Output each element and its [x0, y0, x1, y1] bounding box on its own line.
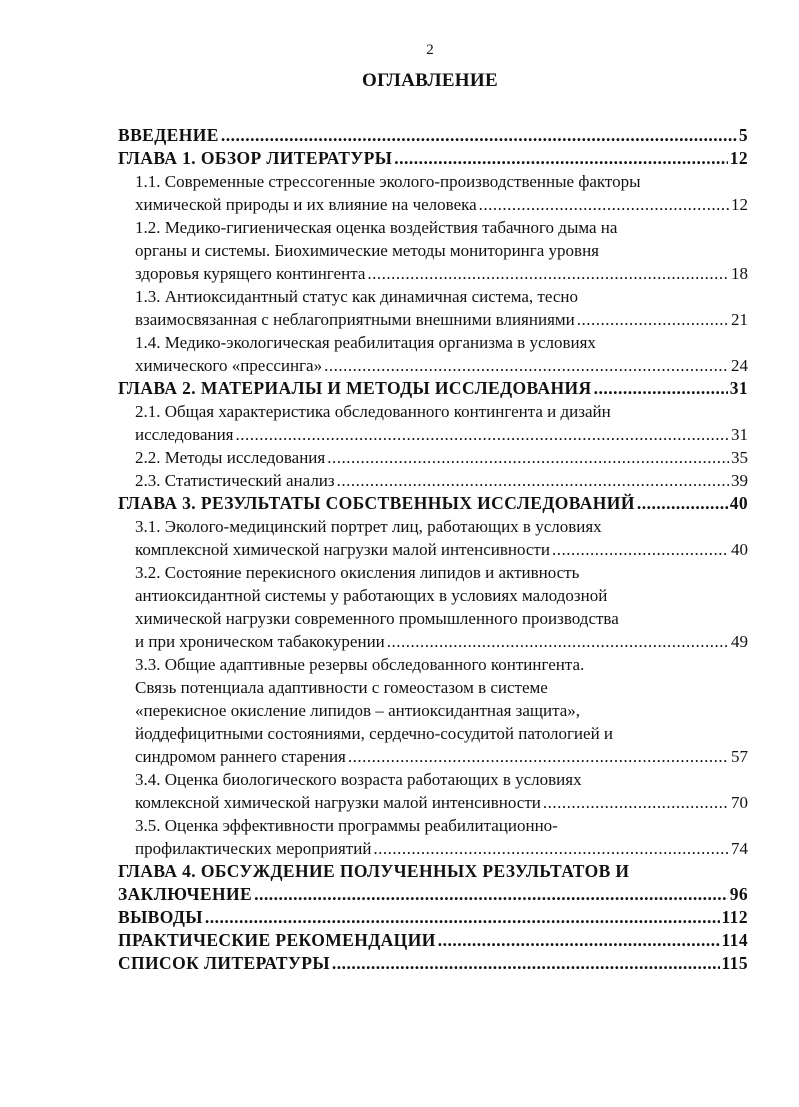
toc-entry-text: химической нагрузки современного промышленного производства — [135, 609, 619, 628]
toc-entry-text: комлексной химической нагрузки малой интенсивности — [135, 793, 541, 812]
toc-entry — [118, 216, 748, 285]
dot-leader — [205, 906, 720, 929]
dot-leader — [324, 354, 729, 377]
dot-leader — [594, 377, 728, 400]
dot-leader — [236, 423, 729, 446]
toc-entry-text: 2.1. Общая характеристика обследованного контингента и дизайн — [135, 402, 611, 421]
toc-entry-text: 1.3. Антиоксидантный статус как динамичная система, тесно — [135, 287, 578, 306]
toc-entry-text: 3.1. Эколого-медицинский портрет лиц, работающих в условиях — [135, 517, 602, 536]
toc-line — [118, 791, 748, 814]
toc-line — [118, 423, 748, 446]
toc-line — [118, 446, 748, 469]
toc-entry — [118, 906, 748, 929]
toc-page-number: 5 — [738, 125, 748, 145]
toc-line — [118, 952, 748, 975]
toc-line — [118, 285, 748, 308]
toc-entry-text: органы и системы. Биохимические методы мониторинга уровня — [135, 241, 599, 260]
page-number: 2 — [426, 42, 434, 58]
toc-line — [118, 676, 748, 699]
dot-leader — [373, 837, 729, 860]
toc-line — [118, 170, 748, 193]
toc-entry-text: ВЫВОДЫ — [118, 907, 203, 927]
toc-entry-text: 1.1. Современные стрессогенные эколого-производственные факторы — [135, 172, 641, 191]
toc-entry-text: СПИСОК ЛИТЕРАТУРЫ — [118, 953, 330, 973]
toc-page-number: 31 — [731, 425, 748, 444]
toc-line — [118, 331, 748, 354]
table-of-contents — [118, 124, 748, 975]
toc-page-number: 40 — [729, 493, 748, 513]
toc-line — [118, 906, 748, 929]
dot-leader — [543, 791, 729, 814]
toc-entry — [118, 124, 748, 147]
toc-line — [118, 492, 748, 515]
toc-line — [118, 607, 748, 630]
toc-page-number: 96 — [729, 884, 748, 904]
dot-leader — [387, 630, 729, 653]
toc-entry-text: 3.4. Оценка биологического возраста работающих в условиях — [135, 770, 582, 789]
toc-line — [118, 837, 748, 860]
toc-entry-text: 1.2. Медико-гигиеническая оценка воздействия табачного дыма на — [135, 218, 618, 237]
dot-leader — [254, 883, 728, 906]
toc-line — [118, 147, 748, 170]
toc-line — [118, 745, 748, 768]
toc-line — [118, 768, 748, 791]
toc-line — [118, 860, 748, 883]
toc-entry-text: 3.3. Общие адаптивные резервы обследованного контингента. — [135, 655, 585, 674]
toc-page-number: 35 — [731, 448, 748, 467]
toc-entry — [118, 446, 748, 469]
toc-page-number: 39 — [731, 471, 748, 490]
toc-line — [118, 584, 748, 607]
toc-line — [118, 308, 748, 331]
dot-leader — [438, 929, 720, 952]
toc-page-number: 49 — [731, 632, 748, 651]
dot-leader — [348, 745, 729, 768]
toc-entry-text: исследования — [135, 425, 234, 444]
toc-entry — [118, 653, 748, 768]
toc-entry-text: синдромом раннего старения — [135, 747, 346, 766]
toc-entry — [118, 952, 748, 975]
toc-entry — [118, 768, 748, 814]
toc-page-number: 12 — [731, 195, 748, 214]
toc-line — [118, 262, 748, 285]
toc-entry — [118, 515, 748, 561]
toc-line — [118, 469, 748, 492]
toc-entry-text: Связь потенциала адаптивности с гомеостазом в системе — [135, 678, 548, 697]
toc-line — [118, 814, 748, 837]
toc-page-number: 114 — [721, 930, 748, 950]
toc-entry-text: и при хроническом табакокурении — [135, 632, 385, 651]
toc-entry-text: 2.3. Статистический анализ — [135, 471, 335, 490]
toc-line — [118, 400, 748, 423]
toc-entry-text: ПРАКТИЧЕСКИЕ РЕКОМЕНДАЦИИ — [118, 930, 436, 950]
toc-entry — [118, 492, 748, 515]
dot-leader — [221, 124, 737, 147]
toc-line — [118, 193, 748, 216]
toc-page-number: 18 — [731, 264, 748, 283]
toc-line — [118, 239, 748, 262]
toc-line — [118, 216, 748, 239]
toc-page-number: 115 — [721, 953, 748, 973]
page-title: ОГЛАВЛЕНИЕ — [362, 70, 498, 91]
toc-entry-text: профилактических мероприятий — [135, 839, 372, 858]
toc-entry-text: ГЛАВА 3. РЕЗУЛЬТАТЫ СОБСТВЕННЫХ ИССЛЕДОВАНИЙ — [118, 493, 635, 513]
toc-entry-text: комплексной химической нагрузки малой интенсивности — [135, 540, 550, 559]
dot-leader — [552, 538, 729, 561]
toc-entry-text: ВВЕДЕНИЕ — [118, 125, 219, 145]
toc-entry — [118, 469, 748, 492]
dot-leader — [332, 952, 720, 975]
toc-entry — [118, 814, 748, 860]
toc-entry — [118, 860, 748, 906]
toc-line — [118, 929, 748, 952]
toc-line — [118, 653, 748, 676]
toc-entry-text: йоддефицитными состояниями, сердечно-сосудитой патологией и — [135, 724, 614, 743]
toc-entry-text: ГЛАВА 2. МАТЕРИАЛЫ И МЕТОДЫ ИССЛЕДОВАНИЯ — [118, 378, 592, 398]
toc-line — [118, 561, 748, 584]
toc-entry — [118, 929, 748, 952]
toc-line — [118, 377, 748, 400]
dot-leader — [394, 147, 727, 170]
toc-page-number: 74 — [731, 839, 748, 858]
toc-line — [118, 515, 748, 538]
toc-line — [118, 124, 748, 147]
toc-entry — [118, 331, 748, 377]
dot-leader — [637, 492, 728, 515]
toc-line — [118, 883, 748, 906]
toc-entry-text: 3.2. Состояние перекисного окисления липидов и активность — [135, 563, 580, 582]
toc-page-number: 12 — [729, 148, 748, 168]
toc-line — [118, 630, 748, 653]
toc-entry-text: взаимосвязанная с неблагоприятными внешними влияниями — [135, 310, 575, 329]
toc-entry — [118, 170, 748, 216]
toc-entry-text: ГЛАВА 1. ОБЗОР ЛИТЕРАТУРЫ — [118, 148, 393, 168]
toc-line — [118, 538, 748, 561]
toc-entry-text: 2.2. Методы исследования — [135, 448, 326, 467]
toc-line — [118, 354, 748, 377]
toc-entry-text: ЗАКЛЮЧЕНИЕ — [118, 884, 253, 904]
dot-leader — [577, 308, 729, 331]
toc-page-number: 24 — [731, 356, 748, 375]
toc-entry-text: химического «прессинга» — [135, 356, 323, 375]
toc-page-number: 70 — [731, 793, 748, 812]
toc-entry — [118, 561, 748, 653]
dot-leader — [479, 193, 729, 216]
toc-page-number: 112 — [721, 907, 748, 927]
toc-entry-text: «перекисное окисление липидов – антиоксидантная защита», — [135, 701, 581, 720]
toc-entry-text: химической природы и их влияние на человека — [135, 195, 477, 214]
toc-entry-text: здоровья курящего контингента — [135, 264, 366, 283]
toc-line — [118, 722, 748, 745]
toc-entry-text: 1.4. Медико-экологическая реабилитация организма в условиях — [135, 333, 596, 352]
toc-page-number: 31 — [729, 378, 748, 398]
dot-leader — [337, 469, 729, 492]
toc-entry — [118, 147, 748, 170]
toc-entry-text: 3.5. Оценка эффективности программы реабилитационно- — [135, 816, 558, 835]
toc-entry — [118, 400, 748, 446]
toc-line — [118, 699, 748, 722]
toc-page-number: 40 — [731, 540, 748, 559]
toc-entry-text: ГЛАВА 4. ОБСУЖДЕНИЕ ПОЛУЧЕННЫХ РЕЗУЛЬТАТОВ И — [118, 861, 630, 881]
toc-page-number: 21 — [731, 310, 748, 329]
toc-entry-text: антиоксидантной системы у работающих в условиях малодозной — [135, 586, 608, 605]
dot-leader — [367, 262, 729, 285]
toc-page-number: 57 — [731, 747, 748, 766]
dot-leader — [327, 446, 729, 469]
toc-entry — [118, 377, 748, 400]
toc-entry — [118, 285, 748, 331]
